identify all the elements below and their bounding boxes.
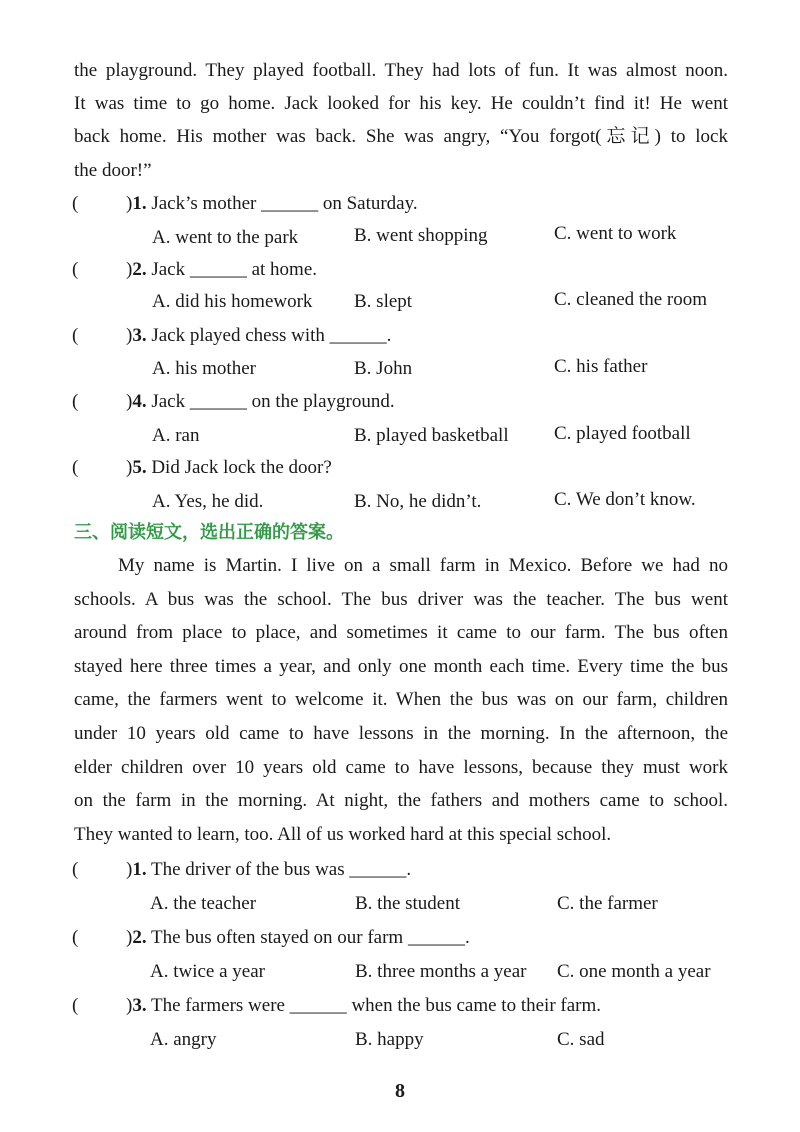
question-text: Jack ______ at home.: [146, 259, 318, 280]
passage-2-line: under 10 years old came to have lessons in the morning. In the afternoon, the: [74, 723, 728, 744]
question-4: [72, 390, 395, 414]
option-c: C. his father: [554, 356, 648, 377]
question-text: Jack ______ on the playground.: [146, 391, 395, 412]
answer-blank-open[interactable]: (: [72, 457, 79, 478]
passage-2-line: They wanted to learn, too. All of us worked hard at this special school.: [74, 824, 612, 845]
passage-2-line: around from place to place, and sometimes it came to our farm. The bus often: [74, 622, 728, 643]
answer-blank-open[interactable]: (: [72, 391, 79, 412]
page-number: 8: [395, 1080, 405, 1102]
answer-blank-open[interactable]: (: [72, 859, 79, 880]
question-number: 3.: [132, 325, 147, 346]
option-a: A. went to the park: [152, 227, 299, 248]
section-3-heading: 三、阅读短文，选出正确的答案。: [74, 522, 344, 543]
option-c: C. the farmer: [557, 893, 658, 914]
passage-2-line: My name is Martin. I live on a small farm in Mexico. Before we had no: [118, 555, 728, 576]
option-c: C. one month a year: [557, 961, 711, 982]
option-c: C. sad: [557, 1029, 605, 1050]
question-2: [72, 258, 317, 282]
question-text: The driver of the bus was ______.: [146, 859, 412, 880]
option-a: A. angry: [150, 1029, 217, 1050]
option-c: C. cleaned the room: [554, 289, 708, 310]
answer-blank-close: ): [126, 325, 133, 346]
question-3: [72, 324, 391, 348]
answer-blank-close: ): [126, 995, 133, 1016]
answer-blank-close: ): [126, 859, 133, 880]
option-b: B. the student: [355, 893, 461, 914]
question-1: [72, 192, 418, 216]
question-1: [72, 858, 411, 882]
passage-2-line: on the farm in the morning. At night, the fathers and mothers came to school.: [74, 790, 728, 811]
option-b: B. played basketball: [354, 425, 509, 446]
question-number: 3.: [132, 995, 147, 1016]
option-b: B. went shopping: [354, 225, 488, 246]
option-b: B. No, he didn’t.: [354, 491, 482, 512]
option-c: C. played football: [554, 423, 691, 444]
question-2: [72, 926, 470, 950]
answer-blank-close: ): [126, 927, 133, 948]
question-number: 1.: [132, 193, 147, 214]
question-text: Jack’s mother ______ on Saturday.: [146, 193, 418, 214]
option-a: A. the teacher: [150, 893, 257, 914]
answer-blank-open[interactable]: (: [72, 193, 79, 214]
passage-2-line: came, the farmers went to welcome it. When the bus was on our farm, children: [74, 689, 728, 710]
question-5: [72, 456, 332, 480]
question-number: 4.: [132, 391, 147, 412]
answer-blank-open[interactable]: (: [72, 927, 79, 948]
option-b: B. happy: [355, 1029, 424, 1050]
answer-blank-close: ): [126, 259, 133, 280]
answer-blank-close: ): [126, 193, 133, 214]
passage-2-line: schools. A bus was the school. The bus driver was the teacher. The bus went: [74, 589, 728, 610]
question-text: The farmers were ______ when the bus came to their farm.: [146, 995, 602, 1016]
question-text: Jack played chess with ______.: [146, 325, 392, 346]
option-a: A. twice a year: [150, 961, 265, 982]
answer-blank-open[interactable]: (: [72, 325, 79, 346]
option-b: B. slept: [354, 291, 413, 312]
passage-2-line: elder children over 10 years old came to have lessons, because they must work: [74, 757, 728, 778]
answer-blank-close: ): [126, 391, 133, 412]
answer-blank-open[interactable]: (: [72, 259, 79, 280]
option-c: C. went to work: [554, 223, 677, 244]
passage-1-line: It was time to go home. Jack looked for his key. He couldn’t find it! He went: [74, 93, 728, 114]
option-b: B. three months a year: [355, 961, 527, 982]
passage-1-line: the playground. They played football. They had lots of fun. It was almost noon.: [74, 60, 728, 81]
passage-1-line: the door!”: [74, 160, 152, 181]
question-number: 1.: [132, 859, 147, 880]
question-text: The bus often stayed on our farm ______.: [146, 927, 470, 948]
answer-blank-close: ): [126, 457, 133, 478]
question-number: 5.: [132, 457, 147, 478]
option-a: A. his mother: [152, 358, 256, 379]
answer-blank-open[interactable]: (: [72, 995, 79, 1016]
question-number: 2.: [132, 259, 147, 280]
option-a: A. did his homework: [152, 291, 313, 312]
option-a: A. Yes, he did.: [152, 491, 264, 512]
question-3: [72, 994, 601, 1018]
option-b: B. John: [354, 358, 413, 379]
passage-1-line: back home. His mother was back. She was angry, “You forgot(忘记) to lock: [74, 126, 728, 147]
option-c: C. We don’t know.: [554, 489, 696, 510]
question-text: Did Jack lock the door?: [146, 457, 332, 478]
passage-2-line: stayed here three times a year, and only one month each time. Every time the bus: [74, 656, 728, 677]
question-number: 2.: [132, 927, 147, 948]
option-a: A. ran: [152, 425, 200, 446]
